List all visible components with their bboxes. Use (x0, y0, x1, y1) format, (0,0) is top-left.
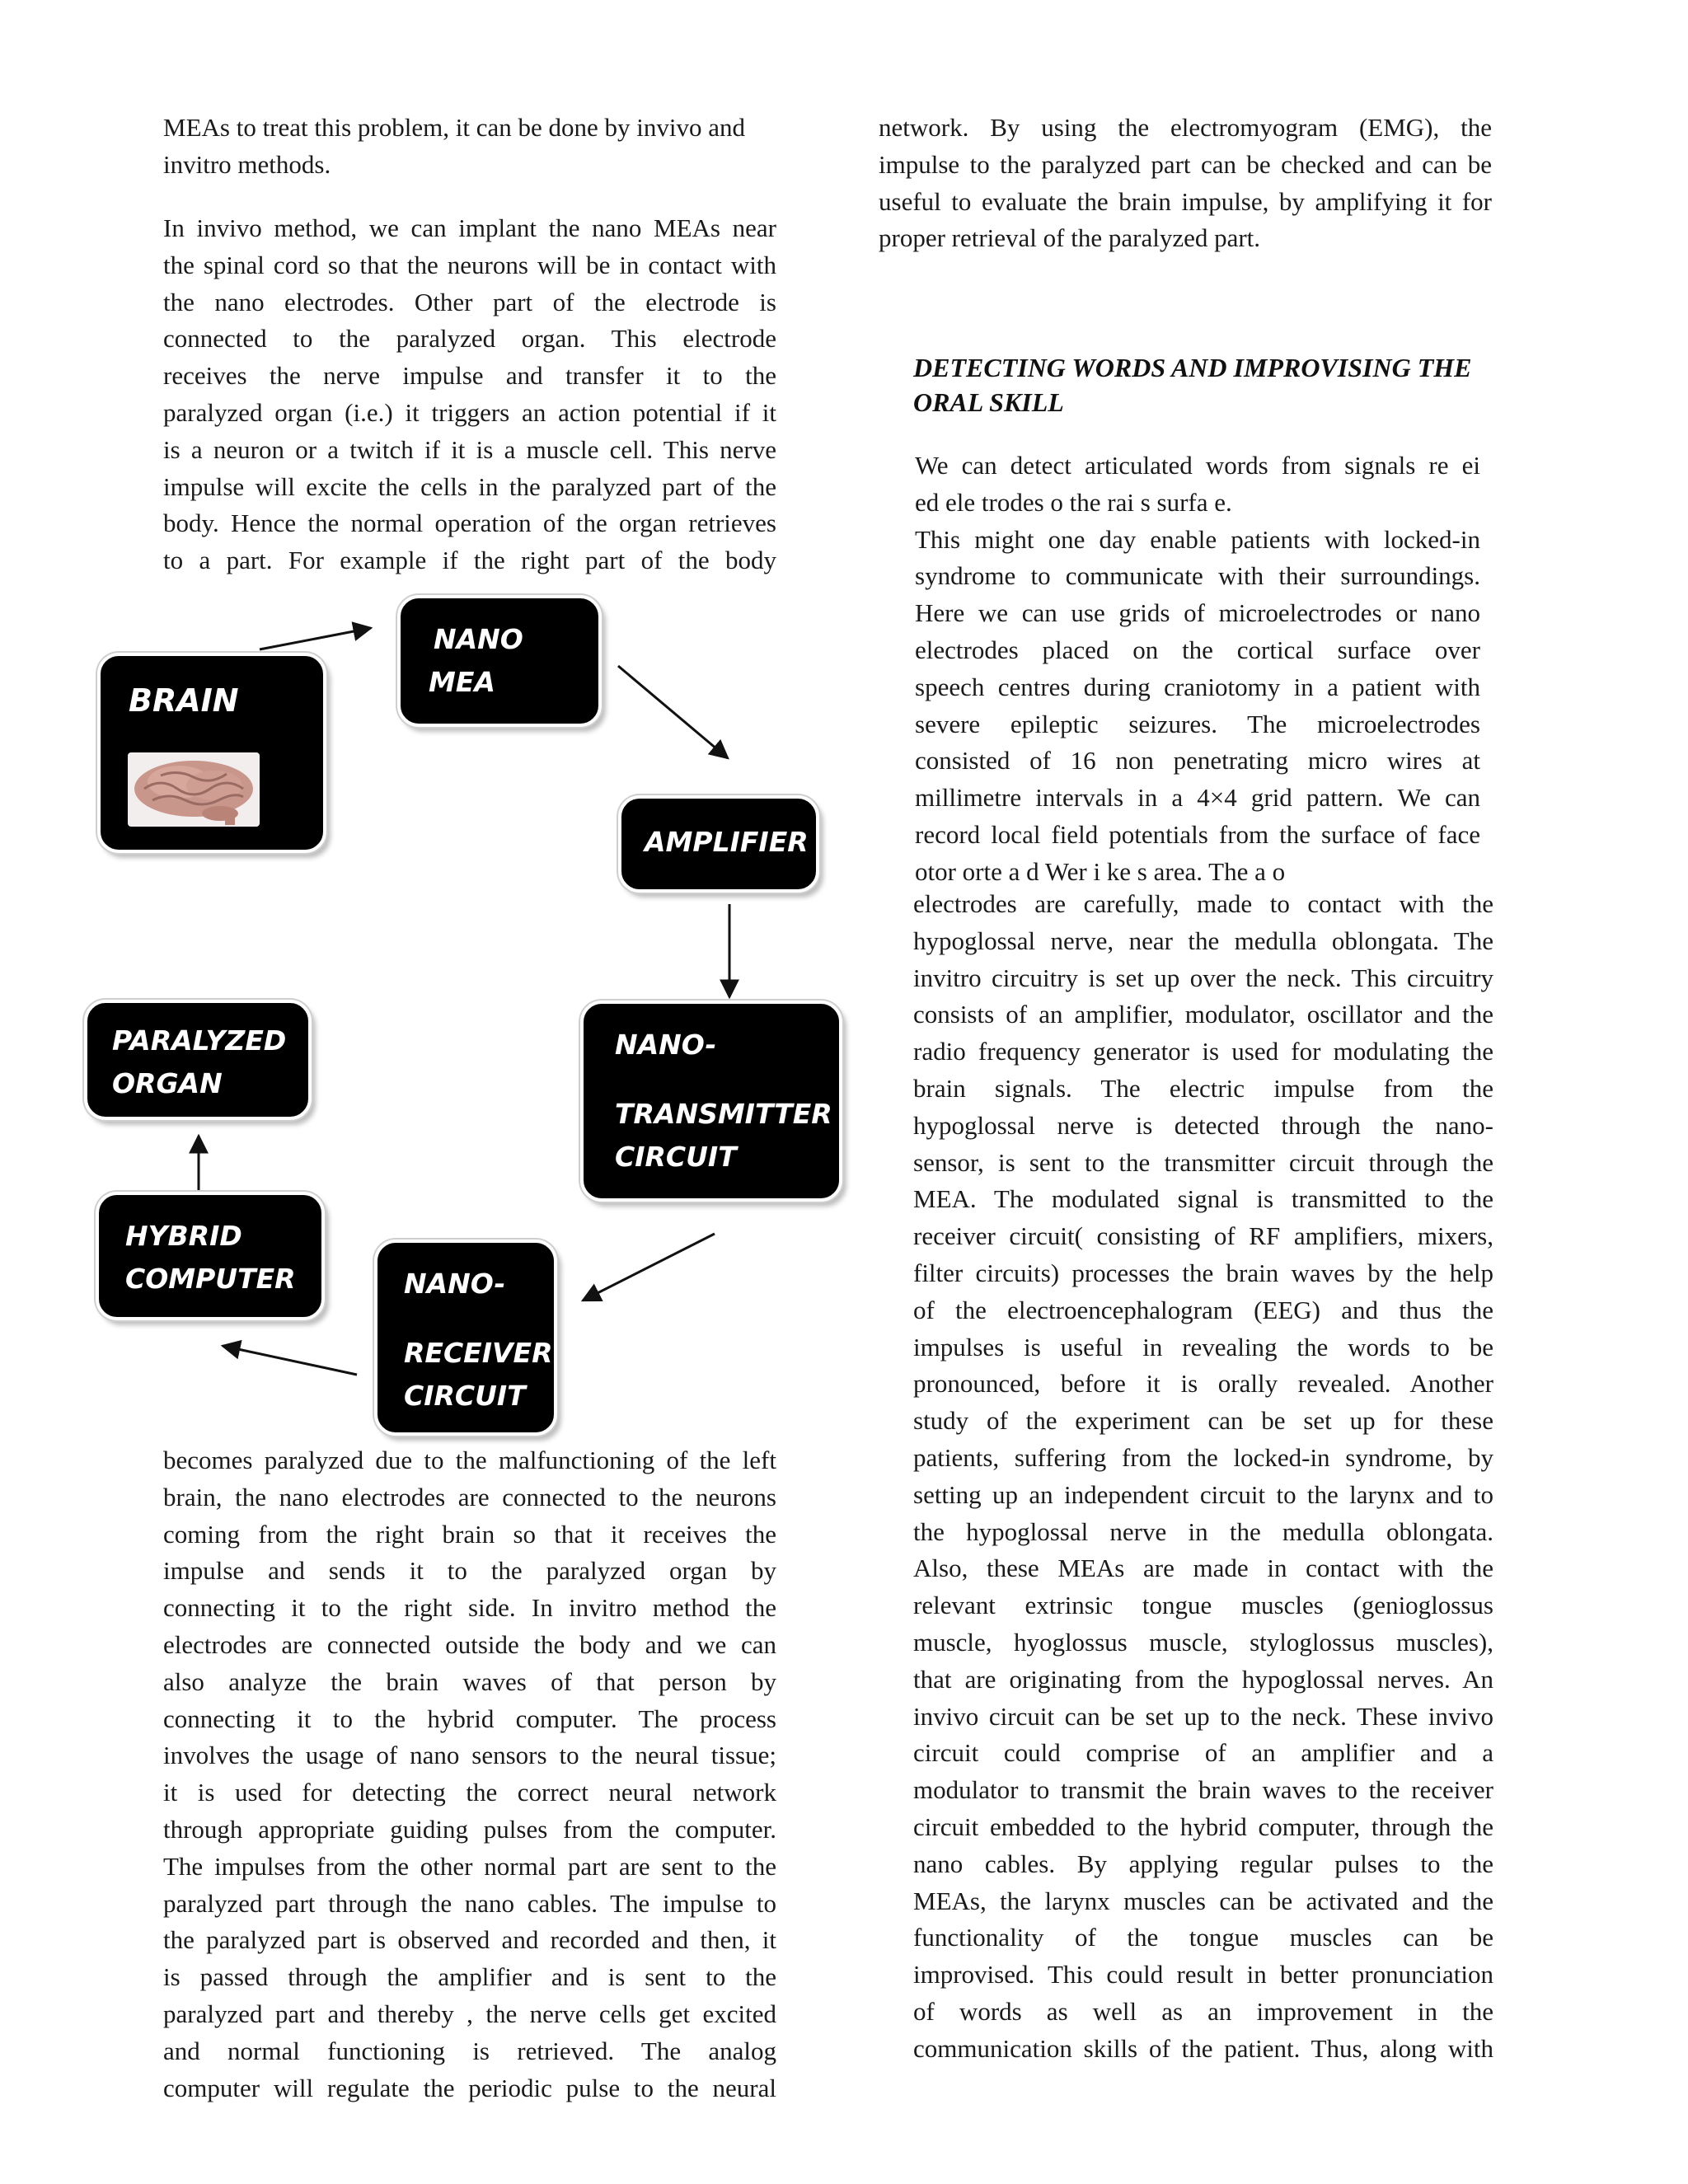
text-line: ed ele trodes o the rai s surfa e. (915, 487, 1232, 517)
amplifier-box (618, 795, 819, 893)
hybrid-computer-box (96, 1192, 325, 1320)
left-para-1 (163, 110, 776, 184)
text-line: MEAs, the larynx muscles can be activated and the (913, 1886, 1493, 1915)
text-line: receives the nerve impulse and transfer it to the (163, 361, 776, 391)
text-line: modulator to transmit the brain waves to the receiver (913, 1775, 1493, 1805)
text-line: setting up an independent circuit to the larynx and to (913, 1479, 1493, 1509)
text-line: muscle, hyoglossus muscle, styloglossus muscles), (913, 1627, 1493, 1657)
text-line: of words as well as an improvement in the (913, 1996, 1493, 2026)
text-line: connecting it to the right side. In invitro method the (163, 1593, 776, 1623)
receiver-label-3: CIRCUIT (404, 1380, 526, 1412)
text-line: hypoglossal nerve is detected through the nano- (913, 1110, 1493, 1140)
hybrid-label-1: HYBRID (125, 1220, 242, 1252)
text-line: paralyzed part through the nano cables. The impulse to (163, 1888, 776, 1918)
text-line: functionality of the tongue muscles can be (913, 1923, 1493, 1952)
right-para-2 (915, 448, 1480, 891)
text-line: invitro methods. (163, 149, 331, 179)
text-line: study of the experiment can be set up for these (913, 1406, 1493, 1436)
text-line: is passed through the amplifier and is sent to the (163, 1962, 776, 1992)
text-line: MEAs to treat this problem, it can be done by invivo and (163, 113, 745, 142)
text-line: circuit embedded to the hybrid computer, through the (913, 1811, 1493, 1841)
transmitter-label-3: CIRCUIT (615, 1141, 737, 1173)
receiver-label-2: RECEIVER (404, 1337, 553, 1369)
text-line: through appropriate guiding pulses from the computer. (163, 1814, 776, 1844)
text-line: consisted of 16 non penetrating micro wires at (915, 746, 1480, 776)
text-line: Also, these MEAs are made in contact with the (913, 1554, 1493, 1583)
text-line: improvised. This could result in better pronunciation (913, 1960, 1493, 1990)
text-line: involves the usage of nano sensors to the neural tissue; (163, 1741, 776, 1770)
arrow-transmitter-to-receiver (583, 1234, 715, 1301)
text-line: invitro circuitry is set up over the neck. This circuitry (913, 963, 1493, 992)
text-line: impulse and sends it to the paralyzed organ by (163, 1556, 776, 1586)
text-line: connected to the paralyzed organ. This electrode (163, 324, 776, 354)
text-line: patients, suffering from the locked-in syndrome, by (913, 1442, 1493, 1472)
arrow-nano-mea-to-amplifier (618, 666, 728, 758)
hybrid-label-2: COMPUTER (125, 1263, 296, 1295)
text-line: This might one day enable patients with locked-in (915, 524, 1480, 554)
arrow-brain-to-nano-mea (260, 628, 371, 649)
left-para-2 (163, 210, 776, 579)
text-line: to a part. For example if the right part of the body (163, 546, 776, 575)
receiver-label-1: NANO- (404, 1268, 506, 1300)
nano-receiver-box (374, 1240, 557, 1436)
text-line: becomes paralyzed due to the malfunctioning of the left (163, 1446, 776, 1474)
text-line: Here we can use grids of microelectrodes or nano (915, 598, 1480, 628)
text-line: network. By using the electromyogram (EMG), the (879, 113, 1492, 142)
text-line: consists of an amplifier, modulator, oscillator and the (913, 1000, 1493, 1029)
text-line: nano cables. By applying regular pulses to the (913, 1849, 1493, 1878)
section-heading-line-1: DETECTING WORDS AND IMPROVISING THE (913, 353, 1472, 382)
text-line: computer will regulate the periodic pulse to the neural (163, 2073, 776, 2102)
text-line: connecting it to the hybrid computer. The process (163, 1704, 776, 1733)
text-line: body. Hence the normal operation of the organ retrieves (163, 509, 776, 538)
text-line: paralyzed part and thereby , the nerve cells get excited (163, 1999, 776, 2028)
transmitter-label-2: TRANSMITTER (615, 1098, 832, 1130)
text-line: coming from the right brain so that it receives the (163, 1519, 776, 1549)
text-line: hypoglossal nerve, near the medulla oblongata. The (913, 926, 1493, 955)
text-line: also analyze the brain waves of that person by (163, 1666, 776, 1696)
text-line: In invivo method, we can implant the nano MEAs near (163, 213, 776, 242)
text-line: electrodes are connected outside the body and we can (163, 1629, 776, 1659)
section-heading (913, 350, 1507, 419)
text-line: severe epileptic seizures. The microelectrodes (915, 709, 1480, 738)
text-line: radio frequency generator is used for modulating the (913, 1037, 1493, 1066)
text-line: We can detect articulated words from signals re ei (915, 451, 1480, 480)
paralyzed-label-2: ORGAN (112, 1067, 223, 1099)
text-line: the spinal cord so that the neurons will be in contact with (163, 250, 776, 279)
text-line: paralyzed organ (i.e.) it triggers an action potential if it (163, 397, 776, 427)
text-line: impulses is useful in revealing the words to be (913, 1332, 1493, 1361)
text-line: syndrome to communicate with their surroundings. (915, 561, 1480, 591)
text-line: impulse will excite the cells in the paralyzed part of the (163, 471, 776, 501)
text-line: and normal functioning is retrieved. The analog (163, 2036, 776, 2065)
transmitter-label-1: NANO- (615, 1029, 717, 1061)
amplifier-label: AMPLIFIER (645, 826, 809, 858)
text-line: useful to evaluate the brain impulse, by amplifying it for (879, 186, 1492, 216)
text-line: pronounced, before it is orally revealed. Another (913, 1369, 1493, 1399)
text-line: invivo circuit can be set up to the neck. These invivo (913, 1701, 1493, 1731)
text-line: of the electroencephalogram (EEG) and thus the (913, 1295, 1493, 1324)
left-para-3 (163, 1442, 776, 2107)
text-line: speech centres during craniotomy in a patient with (915, 672, 1480, 701)
text-line: millimetre intervals in a 4×4 grid pattern. We can (915, 783, 1480, 813)
text-line: the paralyzed part is observed and recorded and then, it (163, 1925, 776, 1955)
paralyzed-label-1: PARALYZED (112, 1024, 287, 1057)
brain-label: BRAIN (129, 682, 239, 719)
text-line: the nano electrodes. Other part of the electrode is (163, 287, 776, 316)
text-line: MEA. The modulated signal is transmitted to the (913, 1184, 1493, 1214)
text-line: brain signals. The electric impulse from the (913, 1073, 1493, 1103)
text-line: relevant extrinsic tongue muscles (genioglossus (913, 1591, 1493, 1620)
text-line: otor orte a d Wer i ke s area. The a o (915, 856, 1286, 886)
nano-transmitter-box (580, 1001, 842, 1202)
paralyzed-organ-box (84, 1000, 312, 1120)
text-line: brain, the nano electrodes are connected to the neurons (163, 1482, 776, 1511)
right-para-3 (913, 886, 1493, 2068)
text-line: electrodes placed on the cortical surface over (915, 635, 1480, 664)
text-line: proper retrieval of the paralyzed part. (879, 223, 1261, 253)
text-line: impulse to the paralyzed part can be checked and can be (879, 149, 1492, 179)
nano-mea-box (397, 595, 602, 727)
text-line: that are originating from the hypoglossal nerves. An (913, 1664, 1493, 1694)
section-heading-line-2: ORAL SKILL (913, 387, 1064, 417)
arrow-receiver-to-hybrid (223, 1346, 357, 1375)
text-line: communication skills of the patient. Thus, along with (913, 2033, 1493, 2063)
nano-mea-label-2: MEA (429, 666, 495, 698)
text-line: it is used for detecting the correct neural network (163, 1778, 776, 1807)
text-line: circuit could comprise of an amplifier and a (913, 1738, 1493, 1768)
text-line: The impulses from the other normal part are sent to the (163, 1851, 776, 1881)
brain-icon (128, 752, 260, 827)
text-line: the hypoglossal nerve in the medulla oblongata. (913, 1516, 1493, 1546)
text-line: electrodes are carefully, made to contact with the (913, 889, 1493, 918)
text-line: record local field potentials from the surface of face (915, 819, 1480, 849)
nano-mea-label-1: NANO (434, 623, 523, 655)
brain-image (128, 752, 260, 827)
right-para-1 (879, 110, 1492, 257)
text-line: is a neuron or a twitch if it is a muscle cell. This nerve (163, 434, 776, 464)
text-line: filter circuits) processes the brain waves by the help (913, 1258, 1493, 1287)
text-line: sensor, is sent to the transmitter circuit through the (913, 1147, 1493, 1177)
text-line: receiver circuit( consisting of RF amplifiers, mixers, (913, 1221, 1493, 1251)
